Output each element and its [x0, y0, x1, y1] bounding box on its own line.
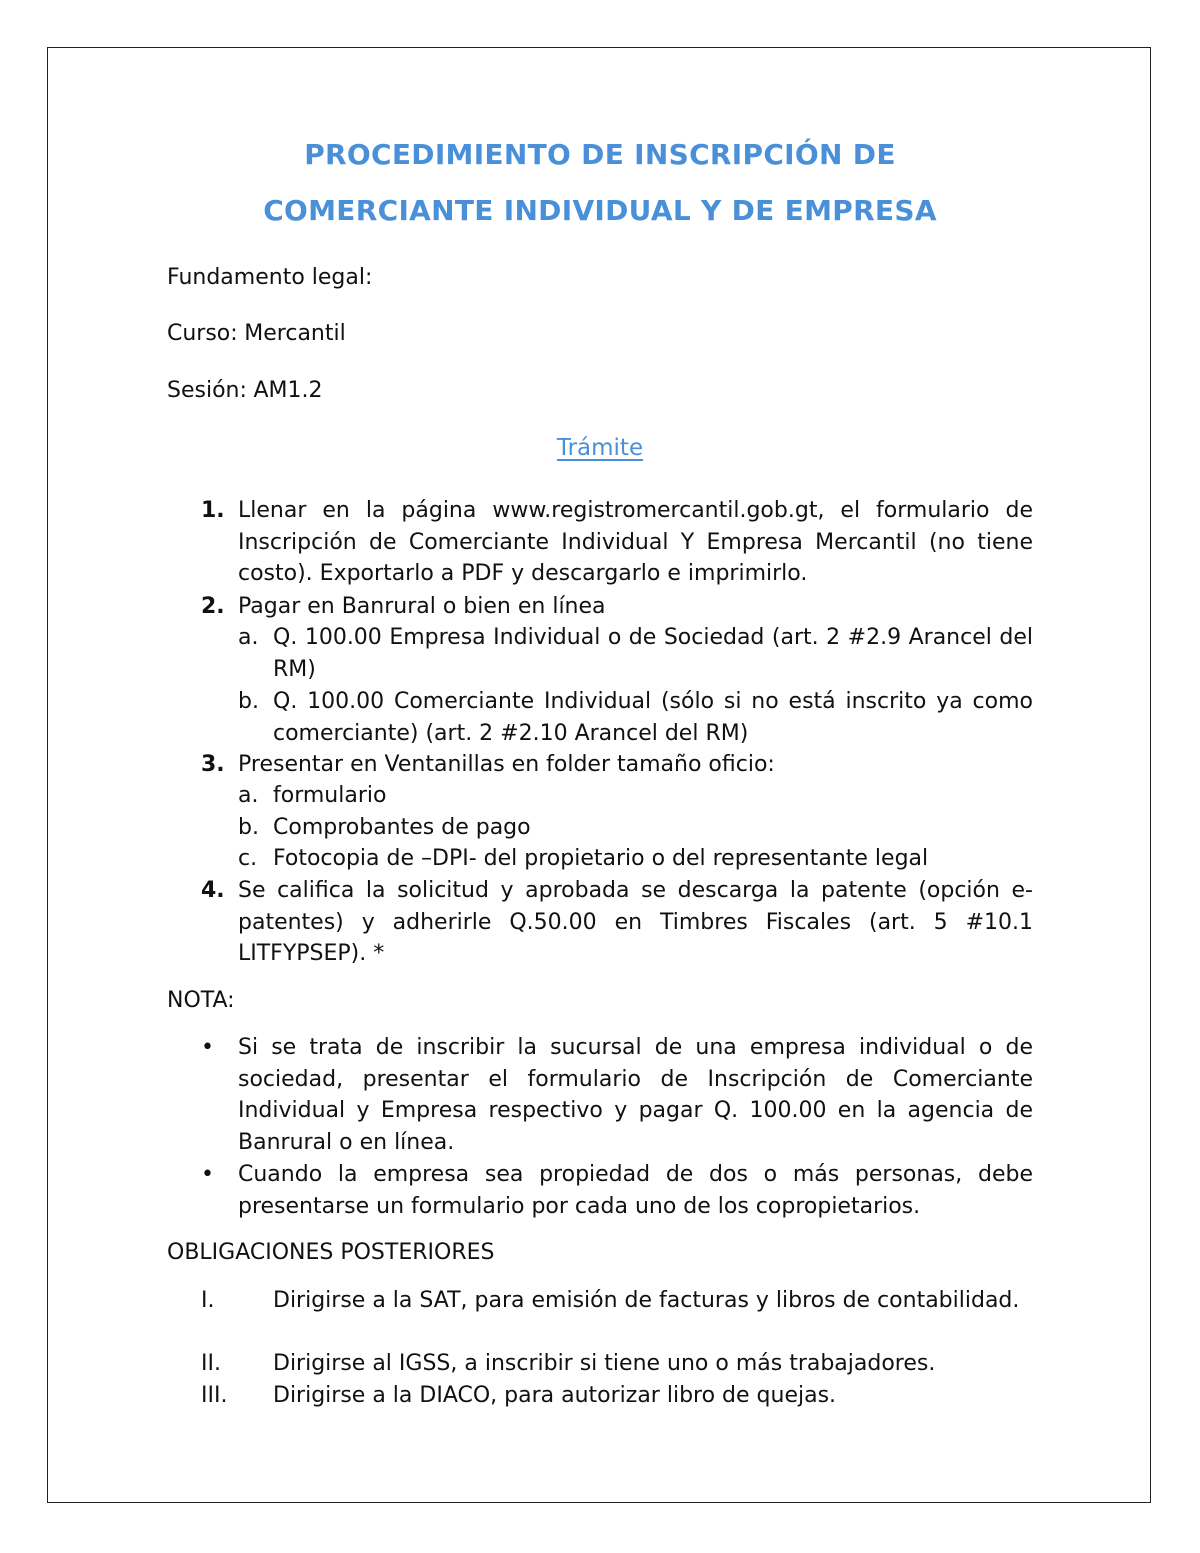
curso-value: Mercantil [244, 321, 346, 346]
sesion-label: Sesión: [167, 378, 247, 403]
obligacion-text: Dirigirse a la DIACO, para autorizar libro de quejas. [273, 1383, 837, 1408]
roman-numeral: I. [201, 1288, 215, 1313]
obligacion-text: Dirigirse al IGSS, a inscribir si tiene uno o más trabajadores. [273, 1351, 936, 1376]
obligacion-text: Dirigirse a la SAT, para emisión de facturas y libros de contabilidad. [273, 1288, 1020, 1313]
bullet-icon: • [201, 1162, 214, 1187]
subitem-letter: b. [238, 815, 259, 840]
fundamento-legal: Fundamento legal: [167, 265, 373, 290]
tramite-heading [167, 435, 1033, 461]
step-number: 4. [201, 878, 225, 903]
subitem-text: Q. 100.00 Comerciante Individual (sólo si no está inscrito ya como comerciante) (art. 2 #2.10 Arancel del RM) [273, 689, 1033, 746]
roman-numeral: III. [201, 1383, 228, 1408]
subitem-text: Comprobantes de pago [273, 815, 531, 840]
step-text: Presentar en Ventanillas en folder tamaño oficio: [238, 752, 775, 777]
subitem-text: Q. 100.00 Empresa Individual o de Sociedad (art. 2 #2.9 Arancel del RM) [273, 625, 1033, 682]
bullet-text: Si se trata de inscribir la sucursal de una empresa individual o de sociedad, presentar el formulario de Inscripción de Comerciante Individual y Empresa respectivo y pagar Q. 100.00 en la agencia de Banrural o en línea. [238, 1035, 1033, 1155]
tramite-heading-text: Trámite [556, 435, 644, 461]
step-text: Llenar en la página www.registromercantil.gob.gt, el formulario de Inscripción de Comerciante Individual Y Empresa Mercantil (no tiene costo). Exportarlo a PDF y descargarlo e imprimirlo. [238, 498, 1033, 586]
sesion-line [167, 378, 323, 403]
bullet-text: Cuando la empresa sea propiedad de dos o más personas, debe presentarse un formulario por cada uno de los copropietarios. [238, 1162, 1033, 1219]
bullet-icon: • [201, 1035, 214, 1060]
subitem-letter: b. [238, 689, 259, 714]
step-number: 3. [201, 752, 225, 777]
obligaciones-label: OBLIGACIONES POSTERIORES [167, 1240, 495, 1265]
step-text: Se califica la solicitud y aprobada se descarga la patente (opción e-patentes) y adherirle Q.50.00 en Timbres Fiscales (art. 5 #10.1 LITFYPSEP). * [238, 878, 1033, 966]
subitem-text: formulario [273, 783, 387, 808]
subitem-letter: c. [238, 846, 258, 871]
document-title-line1: PROCEDIMIENTO DE INSCRIPCIÓN DE [304, 138, 896, 171]
curso-label: Curso: [167, 321, 238, 346]
step-text: Pagar en Banrural o bien en línea [238, 594, 606, 619]
subitem-letter: a. [238, 625, 259, 650]
roman-numeral: II. [201, 1351, 221, 1376]
curso-line [167, 321, 346, 346]
sesion-value: AM1.2 [253, 378, 323, 403]
step-number: 2. [201, 594, 225, 619]
step-number: 1. [201, 498, 225, 523]
nota-label: NOTA: [167, 988, 235, 1013]
subitem-letter: a. [238, 783, 259, 808]
document-title-line2: COMERCIANTE INDIVIDUAL Y DE EMPRESA [263, 194, 937, 227]
subitem-text: Fotocopia de –DPI- del propietario o del representante legal [273, 846, 929, 871]
